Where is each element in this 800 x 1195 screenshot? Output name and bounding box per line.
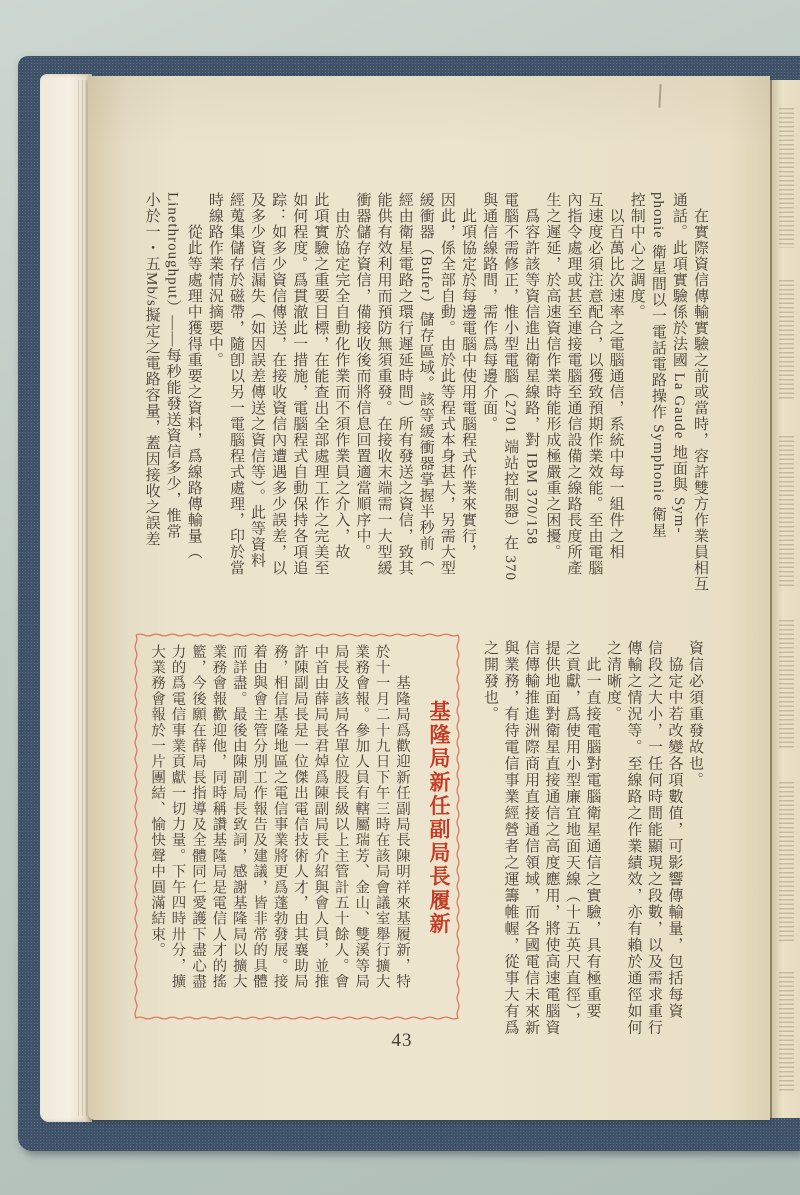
text-column: 此一直接電腦對電腦衛星通信之實驗，具有極重要 xyxy=(584,640,601,1020)
page-edges-gutter xyxy=(40,74,92,1122)
text-column: 與通信線路間，需作爲每邊介面。 xyxy=(481,192,498,432)
text-column: 電腦不需修正，惟小型電腦（2701 端站控制器）在 370 xyxy=(502,192,519,581)
text-column: 緩衝器（Bufer）儲存區域。該等緩衝器掌握半秒前（ xyxy=(417,192,434,568)
text-column: 資信必須重發故也。 xyxy=(687,640,703,789)
text-column: 及多少資信漏失（如因誤差傳送之資信等）。此等資料 xyxy=(249,192,266,569)
text-column: 生之遲延，於高速資信作業時能形成極嚴重之困擾。 xyxy=(544,192,561,560)
text-column: 能供有效利用而預防無須重發。在接收末端需一大型緩 xyxy=(375,192,392,576)
text-column: 此項實驗之重要目標，在能查出全部處理工作之完美至 xyxy=(312,192,329,576)
text-column: 提供地面對衛星直接通信之高度應用，將使高速電腦資 xyxy=(543,640,560,1036)
text-column: 小於一・五Mb/s擬定之電路容量，蓋因接收之誤差 xyxy=(143,192,160,547)
adjacent-page-ghost-text xyxy=(779,972,794,1092)
text-column: 之貢獻，爲使用小型廉宜地面天線（十五英尺直徑）， xyxy=(564,640,580,1029)
box-article-body xyxy=(147,644,412,1009)
text-column: 經蒐集儲存於磁帶，隨卽以另一電腦程式處理，印於當 xyxy=(227,192,244,576)
box-article-title: 基隆局新任副局長履新 xyxy=(427,700,451,936)
text-column: 衝器儲存資信，備接收後而將信息回置適當順序中。 xyxy=(354,192,371,560)
article-continuation-text xyxy=(477,640,705,1036)
boxed-news-article xyxy=(132,631,462,1022)
text-column: phonie 衛星間以一電話電路操作 Symphonie 衛星 xyxy=(649,192,666,539)
text-column: 控制中心之調度。 xyxy=(628,192,645,320)
text-column: 信段之大小，一任何時間能顯現之段數，以及需求重行 xyxy=(646,640,662,1036)
text-column: 如何程度。爲貫澈此一措施，電腦程式自動保持各項追 xyxy=(291,192,308,576)
text-column: 互速度必須注意配合，以獲致預期作業效能。至由電腦 xyxy=(586,192,603,576)
text-column: 力的爲電信事業貢獻一切力量。下午四時卅分，擴 xyxy=(169,644,186,990)
text-column: 以百萬比次速率之電腦通信，系統中每一組件之相 xyxy=(607,192,624,560)
text-column: 業務會報歡迎他，同時稱讚基隆局是電信人才的搖 xyxy=(210,644,227,990)
text-column: 着由與會主管分別工作報告及建議，皆非常的具體 xyxy=(251,644,268,990)
text-column: 信傳輸推進洲際商用直接通信領域，而各國電信未來新 xyxy=(523,640,539,1036)
adjacent-page-ghost-text xyxy=(779,620,794,750)
text-column: 經由衛星電路之環行遲延時間）所有發送之資信，致其 xyxy=(396,192,413,576)
text-column: 業務會報。參加人員有轄屬瑞芳、金山、雙溪等局 xyxy=(353,644,370,990)
text-column: 與業務，有待電信事業經營者之運籌帷幄，從事大有爲 xyxy=(502,640,519,1036)
text-column: 從此等處理中獲得重要之資料，爲線路傳輸量（ xyxy=(185,192,202,560)
text-column: 傳輸之情況等。至線路之作業績效，亦有賴於通徑如何 xyxy=(625,640,642,1036)
text-column: 爲容許該等資信進出衛星線路，對 IBM 370/158 xyxy=(523,192,540,546)
text-column: 務，相信基隆地區之電信事業將更爲蓬勃發展。接 xyxy=(271,644,288,990)
box-article-content xyxy=(142,644,452,1009)
text-column: 大業務會報於一片團結、愉快聲中圓滿結束。 xyxy=(149,644,166,958)
text-column: 內指令處理或甚至連接電腦至通信設備之線路長度所產 xyxy=(565,192,582,576)
adjacent-page-edge xyxy=(770,80,800,1118)
text-column: 之開發也。 xyxy=(482,640,498,723)
text-column: 協定中若改變各項數值，可影響傳輸量，包括每資 xyxy=(666,640,683,1020)
page-number: 43 xyxy=(391,1030,413,1051)
text-column: 局長及該局各單位股長級以上主管計五十餘人。會 xyxy=(332,644,349,990)
adjacent-page-ghost-text xyxy=(779,782,794,942)
text-column: Linethroughput）——每秒能發送資信多少，惟常 xyxy=(164,192,181,540)
text-column: 因此，係全部自動。由於此等程式本身甚大，另需大型 xyxy=(438,192,455,576)
text-column: 在實際資信傳輸實驗之前或當時，容許雙方作業員相互 xyxy=(692,192,708,592)
text-column: 許陳副局長是一位傑出電信技術人才，由其襄助局 xyxy=(291,644,308,990)
text-column: 中首由薛局長君焯爲陳副局長介紹與會人員，並推 xyxy=(312,644,329,990)
text-column: 於十一月二十九日下午三時在該局會議室舉行擴大 xyxy=(373,644,390,990)
text-column: 之清晰度。 xyxy=(605,640,621,723)
text-column: 通話。此項實驗係於法國 La Gaude 地面與 Sym- xyxy=(670,192,687,534)
text-column: 時線路作業情況摘要中。 xyxy=(206,192,223,368)
text-column: 踪：如多少資信傳送，在接收資信內遭遇多少誤差，以 xyxy=(270,192,287,576)
text-column: 由於協定完全自動化作業而不須作業員之介入，故 xyxy=(333,192,350,560)
text-column: 基隆局爲歡迎新任副局長陳明祥來基履新，特 xyxy=(394,644,410,990)
adjacent-page-ghost-text xyxy=(779,108,794,248)
text-column: 而詳盡。最後由陳副局長致詞，感謝基隆局以擴大 xyxy=(230,644,247,990)
adjacent-page-ghost-text xyxy=(779,280,794,400)
text-column: 籃，今後願在薛局長指導及全體同仁愛護下盡心盡 xyxy=(189,644,206,990)
adjacent-page-ghost-text xyxy=(779,436,794,586)
text-column: 此項協定於每邊電腦中使用電腦程式作業來實行， xyxy=(459,192,476,560)
main-article-text xyxy=(136,192,710,638)
